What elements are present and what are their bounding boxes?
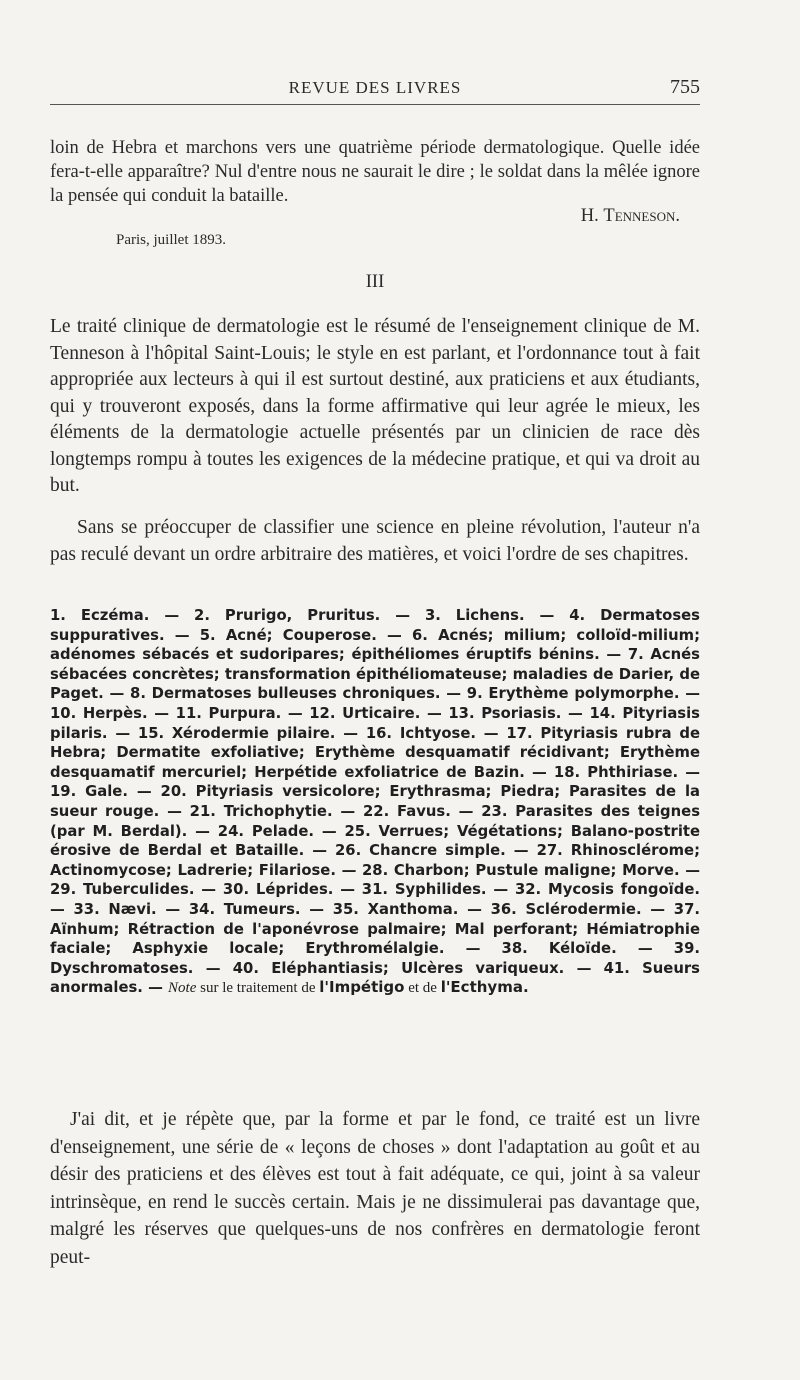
paragraph-review-intro: Le traité clinique de dermatologie est le résumé de l'enseignement clinique de M. Tenneson à l'hôpital Saint-Louis; le style en est parlant, et l'ordonnance tout à fait appropriée aux lecteurs à qui il est surtout destiné, aux praticiens et aux étudiants, qui y trouveront exposés, dans la forme affirmative qui leur agrée le mieux, les éléments de la dermatologie actuelle présentés par un clinicien de race dès longtemps rompu à toutes les exigences de la médecine pratique, et qui va droit au but. [50, 316, 700, 496]
signature-initial: H. [580, 206, 599, 226]
chapters-list [50, 606, 700, 999]
page-header [50, 76, 700, 105]
chapters-note [168, 980, 529, 996]
note-conjunction: et de [408, 980, 437, 997]
note-text: sur le traitement de [200, 980, 316, 997]
signature [581, 206, 680, 227]
signature-name: Tenneson. [603, 206, 680, 226]
dateline: Paris, juillet 1893. [116, 232, 226, 248]
paragraph-evaluation: J'ai dit, et je répète que, par la forme et par le fond, ce traité est un livre d'enseignement, une série de « leçons de choses » dont l'adaptation au goût et au désir des praticiens et des élèves est tout à fait adéquate, ce qui, joint à sa valeur intrinsèque, en rend le succès certain. Mais je ne dissimulerai pas davantage que, malgré les réserves que quelques-uns de nos confrères en dermatologie feront peut- [50, 1109, 700, 1268]
running-title: REVUE DES LIVRES [288, 78, 462, 97]
note-term-ecthyma: l'Ecthyma. [440, 978, 529, 997]
section-number: III [365, 272, 385, 292]
note-label: Note [168, 980, 197, 997]
paragraph-closing-previous-review: loin de Hebra et marchons vers une quatrième période dermatologique. Quelle idée fera-t-elle apparaître? Nul d'entre nous ne saurait le dire ; le soldat dans la mêlée ignore la pensée qui conduit la bataille. [50, 138, 700, 206]
page-number: 755 [670, 76, 700, 98]
chapters-text: 1. Eczéma. — 2. Prurigo, Pruritus. — 3. Lichens. — 4. Dermatoses suppuratives. — 5. Acné; Couperose. — 6. Acnés; milium; colloïd-milium; adénomes sébacés et sudoripares; épithéliomes éruptifs bénins. — 7. Acnés sébacées concrètes; transformation épithéliomateuse; maladies de Darier, de Paget. — 8. Dermatoses bulleuses chroniques. — 9. Erythème polymorphe. — 10. Herpès. — 11. Purpura. — 12. Urticaire. — 13. Psoriasis. — 14. Pityriasis pilaris. — 15. Xérodermie pilaire. — 16. Ichtyose. — 17. Pityriasis rubra de Hebra; Dermatite exfoliative; Erythème desquamatif récidivant; Erythème desquamatif mercuriel; Herpétide exfoliatrice de Bazin. — 18. Phthiriase. — 19. Gale. — 20. Pityriasis versicolore; Erythrasma; Piedra; Parasites de la sueur rouge. — 21. Trichophytie. — 22. Favus. — 23. Parasites des teignes (par M. Berdal). — 24. Pelade. — 25. Verrues; Végétations; Balano-postrite érosive de Berdal et Bataille. — 26. Chancre simple. — 27. Rhinosclérome; Actinomycose; Ladrerie; Filariose. — 28. Charbon; Pustule maligne; Morve. — 29. Tuberculides. — 30. Léprides. — 31. Syphilides. — 32. Mycosis fongoïde. — 33. Nævi. — 34. Tumeurs. — 35. Xanthoma. — 36. Sclérodermie. — 37. Aïnhum; Rétraction de l'aponévrose palmaire; Mal perforant; Hémiatrophie faciale; Asphyxie locale; Erythromélalgie. — 38. Kéloïde. — 39. Dyschromatoses. — 40. Eléphantiasis; Ulcères variqueux. — 41. Sueurs anormales. — [50, 607, 700, 997]
note-term-impetigo: l'Impétigo [319, 978, 405, 997]
paragraph-chapter-order: Sans se préoccuper de classifier une science en pleine révolution, l'auteur n'a pas reculé devant un ordre arbitraire des matières, et voici l'ordre de ses chapitres. [50, 517, 700, 565]
